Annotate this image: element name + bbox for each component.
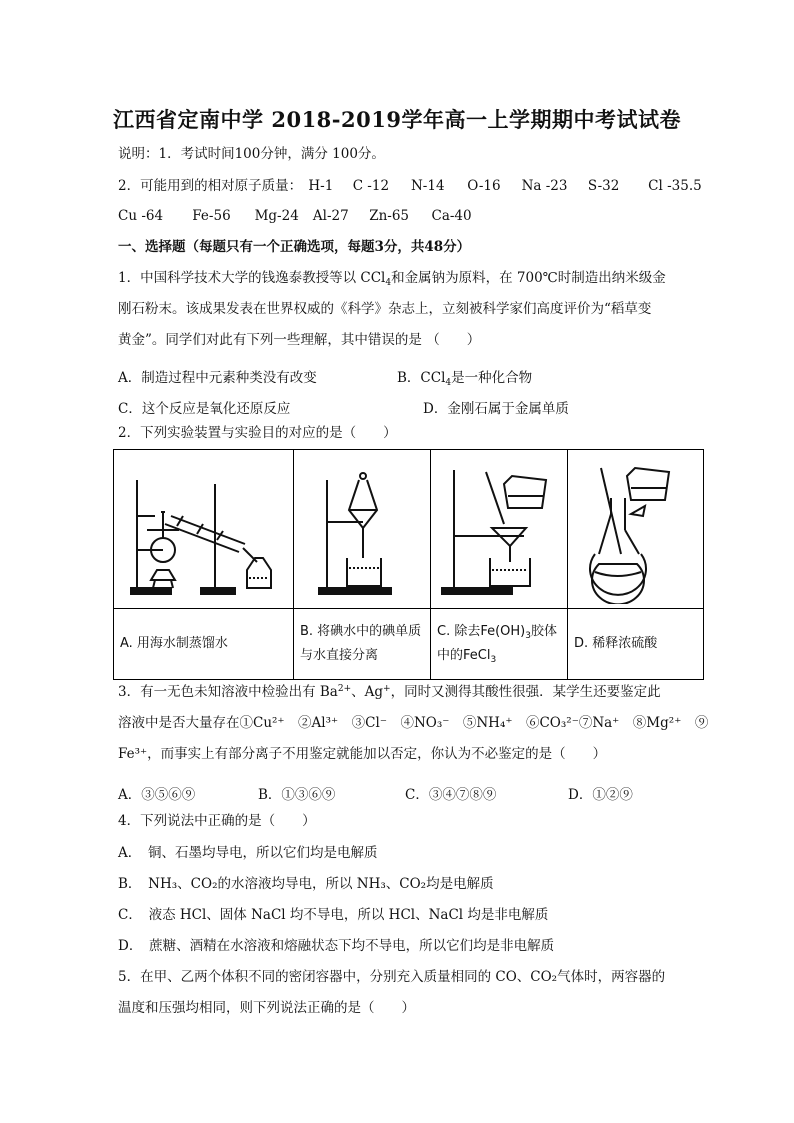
atom-mass: S-32 xyxy=(587,178,620,194)
filtration-apparatus-image xyxy=(434,454,564,604)
q3-option-d: D．①②⑨ xyxy=(568,787,633,803)
note-line-3 xyxy=(118,210,472,224)
q1-text: 1．中国科学技术大学的钱逸泰教授等以 CCl xyxy=(118,270,386,286)
q1-stem-line-2: 刚石粉末。该成果发表在世界权威的《科学》杂志上，立刻被科学家们高度评价为“稻草变 xyxy=(118,301,652,317)
atom-mass: Ca-40 xyxy=(431,208,472,224)
q1-text: 和金属钠为原料，在 700℃时制造出纳米级金 xyxy=(391,270,666,286)
q3-option-c: C．③④⑦⑧⑨ xyxy=(405,787,497,803)
q1-option-c: C．这个反应是氧化还原反应 xyxy=(118,401,291,417)
q3-text: ，同时又测得其酸性很强．某学生还要鉴定此 xyxy=(390,684,661,700)
q1-stem-line-1 xyxy=(118,272,666,286)
apparatus-cell-c xyxy=(431,450,568,609)
page-title: 江西省定南中学 2018-2019学年高一上学期期中考试试卷 xyxy=(113,107,681,132)
atom-mass: H-1 xyxy=(308,178,334,194)
section-heading: 一、选择题（每题只有一个正确选项，每题3分，共48分） xyxy=(118,239,471,255)
atom-mass: Al-27 xyxy=(312,208,349,224)
caption-c-text: 胶体中的FeCl xyxy=(437,624,558,663)
q1-option-d: D．金刚石属于金属单质 xyxy=(423,401,569,417)
q1-sub: 4 xyxy=(385,278,392,288)
q5-stem-line-2: 温度和压强均相同，则下列说法正确的是（ ） xyxy=(118,1000,415,1016)
q4-option-b: B． NH₃、CO₂的水溶液均导电，所以 NH₃、CO₂均是电解质 xyxy=(118,876,494,892)
caption-a: A. 用海水制蒸馏水 xyxy=(114,609,294,680)
caption-d: D. 稀释浓硫酸 xyxy=(568,609,704,680)
q4-option-a: A． 铜、石墨均导电，所以它们均是电解质 xyxy=(118,845,378,861)
apparatus-cell-b xyxy=(294,450,431,609)
q3-sup: + xyxy=(383,684,391,694)
dilution-flask-image xyxy=(571,454,701,604)
q2-apparatus-table xyxy=(113,449,704,680)
atom-mass: Zn-65 xyxy=(369,208,410,224)
caption-c-sub: 3 xyxy=(490,655,497,665)
distillation-apparatus-image xyxy=(119,454,289,604)
q3-sup: 2+ xyxy=(337,684,352,694)
q1-option-b xyxy=(397,366,532,386)
q1-stem-line-3: 黄金”。同学们对此有下列一些理解，其中错误的是 （ ） xyxy=(118,332,481,348)
q1-option-b-text: 是一种化合物 xyxy=(451,370,533,386)
caption-c-text: C. 除去Fe(OH) xyxy=(437,624,526,639)
caption-c-sub: 3 xyxy=(525,631,531,641)
q4-option-d: D． 蔗糖、酒精在水溶液和熔融状态下均不导电，所以它们均是非电解质 xyxy=(118,938,555,954)
q3-stem-line-2: 溶液中是否大量存在①Cu²⁺ ②Al³⁺ ③Cl⁻ ④NO₃⁻ ⑤NH₄⁺ ⑥CO₃²⁻⑦Na⁺ ⑧Mg²⁺ ⑨ xyxy=(118,715,709,731)
q3-text: 、Ag xyxy=(351,684,384,700)
atom-mass: Fe-56 xyxy=(192,208,231,224)
atom-mass: N-14 xyxy=(410,178,445,194)
q1-option-b-sub: 4 xyxy=(445,378,452,388)
apparatus-cell-a xyxy=(114,450,294,609)
q4-option-c: C． 液态 HCl、固体 NaCl 均不导电，所以 HCl、NaCl 均是非电解质 xyxy=(118,907,549,923)
atom-mass: Cl -35.5 xyxy=(648,178,702,194)
q3-option-a: A．③⑤⑥⑨ xyxy=(118,787,196,803)
q2-stem: 2．下列实验装置与实验目的对应的是（ ） xyxy=(118,425,397,441)
separatory-funnel-image xyxy=(297,454,427,604)
caption-c xyxy=(431,609,568,680)
q5-stem-line-1: 5．在甲、乙两个体积不同的密闭容器中，分别充入质量相同的 CO、CO₂气体时，两容器的 xyxy=(118,969,666,985)
note-line-2 xyxy=(118,180,702,194)
q3-text: 3．有一无色未知溶液中检验出有 Ba xyxy=(118,684,338,700)
atom-mass: Cu -64 xyxy=(118,208,164,224)
q3-option-b: B．①③⑥⑨ xyxy=(258,787,336,803)
q1-option-b-text: B．CCl xyxy=(397,370,446,386)
atom-mass: Na -23 xyxy=(521,178,568,194)
caption-b: B. 将碘水中的碘单质与水直接分离 xyxy=(294,609,431,680)
q3-stem-line-3: Fe³⁺，而事实上有部分离子不用鉴定就能加以否定，你认为不必鉴定的是（ ） xyxy=(118,746,607,762)
q4-stem: 4．下列说法中正确的是（ ） xyxy=(118,813,316,829)
apparatus-cell-d xyxy=(568,450,704,609)
note-line-1: 说明：1．考试时间100分钟，满分 100分。 xyxy=(118,146,385,162)
atoms-prefix: 2．可能用到的相对原子质量： xyxy=(118,178,303,194)
atom-mass: O-16 xyxy=(467,178,501,194)
q1-option-a: A．制造过程中元素种类没有改变 xyxy=(118,370,317,386)
q3-stem-line-1 xyxy=(118,686,661,700)
atom-mass: Mg-24 xyxy=(254,208,299,224)
atom-mass: C -12 xyxy=(352,178,390,194)
